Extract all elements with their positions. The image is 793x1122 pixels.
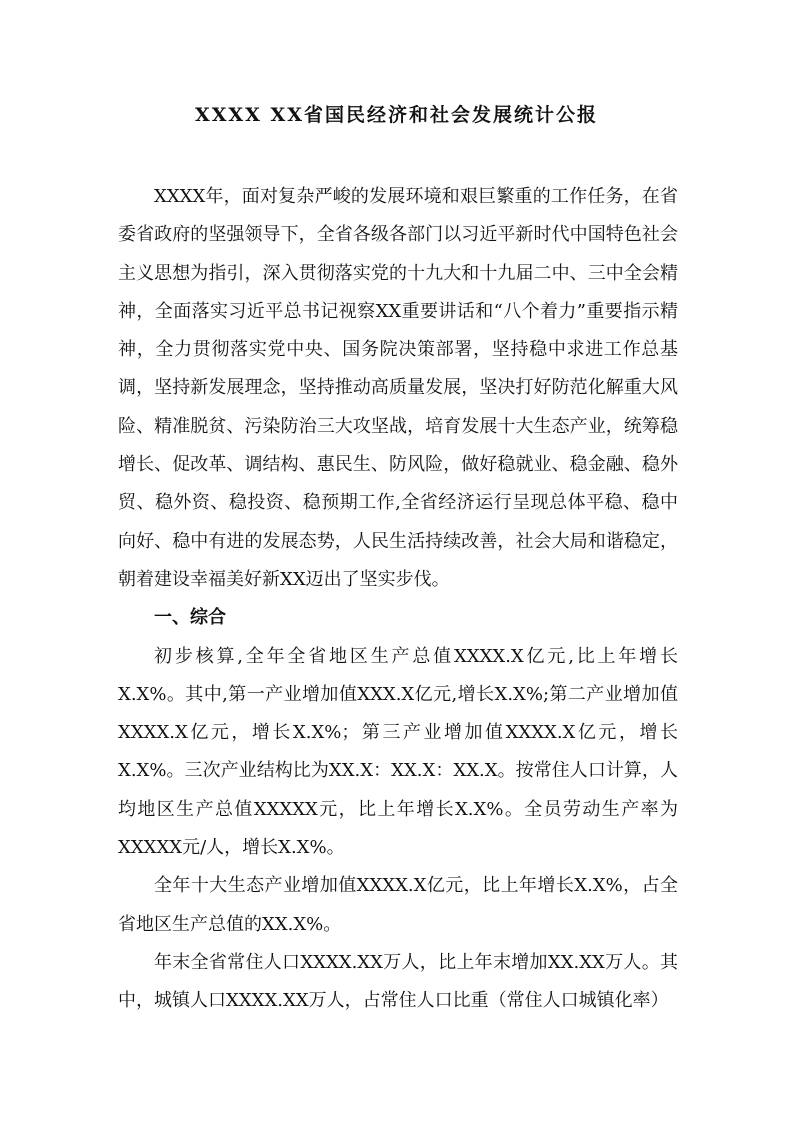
intro-paragraph: XXXX年，面对复杂严峻的发展环境和艰巨繁重的工作任务，在省委省政府的坚强领导下，全省各级各部门以习近平新时代中国特色社会主义思想为指引，深入贯彻落实党的十九大和十九届二中、三中全会精神，全面落实习近平总书记视察XX重要讲话和“八个着力”重要指示精神，全力贯彻落实党中央、国务院决策部署，坚持稳中求进工作总基调，坚持新发展理念，坚持推动高质量发展，坚决打好防范化解重大风险、精准脱贫、污染防治三大攻坚战，培育发展十大生态产业，统筹稳增长、促改革、调结构、惠民生、防风险，做好稳就业、稳金融、稳外贸、稳外资、稳投资、稳预期工作,全省经济运行呈现总体平稳、稳中向好、稳中有进的发展态势，人民生活持续改善，社会大局和谐稳定，朝着建设幸福美好新XX迈出了坚实步伐。	[118, 186, 678, 590]
population-paragraph: 年末全省常住人口XXXX.XX万人，比上年末增加XX.XX万人。其中，城镇人口XXXX.XX万人，占常住人口比重（常住人口城镇化率）	[118, 951, 678, 1012]
section-heading-overview: 一、综合	[154, 607, 226, 629]
document-title: XXXX XX省国民经济和社会发展统计公报	[194, 104, 599, 126]
eco-industry-paragraph: 全年十大生态产业增加值XXXX.X亿元，比上年增长X.X%，占全省地区生产总值的XX.X%。	[118, 875, 678, 935]
gdp-paragraph: 初步核算,全年全省地区生产总值XXXX.X亿元,比上年增长X.X%。其中,第一产业增加值XXX.X亿元,增长X.X%;第二产业增加值XXXX.X亿元，增长X.X%；第三产业增加值XXXX.X亿元，增长X.X%。三次产业结构比为XX.X：XX.X：XX.X。按常住人口计算，人均地区生产总值XXXXX元，比上年增长X.X%。全员劳动生产率为XXXXX元/人，增长X.X%。	[118, 645, 678, 859]
document-body	[118, 178, 678, 1021]
